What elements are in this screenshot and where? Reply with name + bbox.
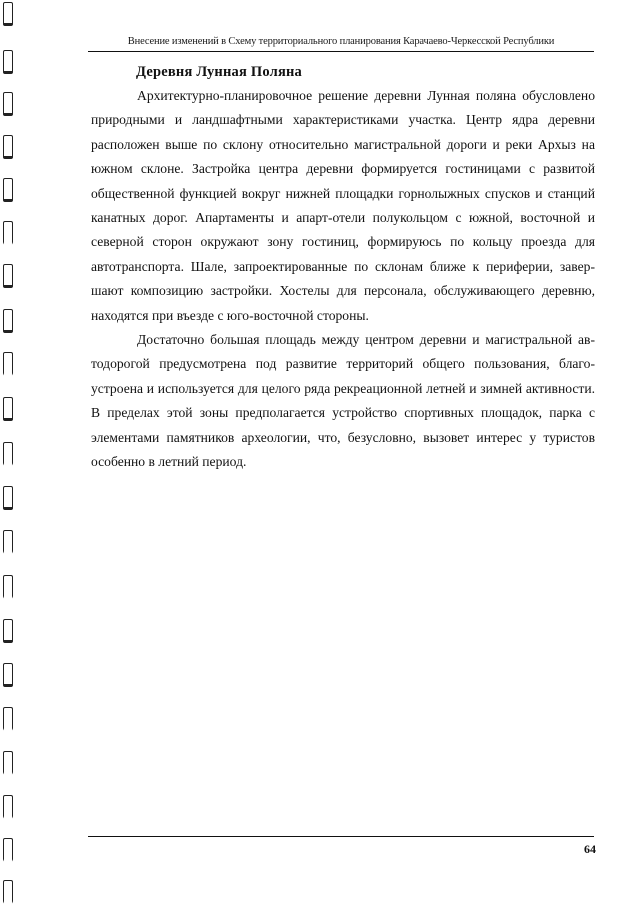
binding-hole-icon (3, 795, 13, 819)
binding-hole-icon (3, 575, 13, 599)
running-header: Внесение изменений в Схему территориального планирования Карачаево-Черкесской Республики (127, 36, 555, 47)
binding-hole-icon (3, 397, 13, 421)
binding-hole-icon (3, 707, 13, 731)
binding-hole-icon (3, 663, 13, 687)
binding-hole-icon (3, 50, 13, 74)
binding-hole-icon (3, 178, 13, 202)
paragraph: Достаточно большая площадь между центром деревни и магистральной автодорогой предусмотрена под развитие территорий общего пользования, благоустроена и используется для целого ряда рекреационной летней и зимней активности. В пределах этой зоны предполагается устройство спортивных площадок, парка с элементами памятников археологии, что, безусловно, вызовет интерес у туристов особенно в летний период. (91, 332, 595, 470)
binding-hole-icon (3, 880, 13, 904)
binding-hole-icon (3, 486, 13, 510)
binding-hole-icon (3, 838, 13, 862)
binding-holes (0, 0, 22, 905)
binding-hole-icon (3, 530, 13, 554)
binding-hole-icon (3, 92, 13, 116)
binding-hole-icon (3, 264, 13, 288)
binding-hole-icon (3, 352, 13, 376)
body-text (91, 84, 595, 475)
paragraph: Архитектурно-планировочное решение деревни Лунная поляна обусловлено природными и ландшафтными характеристиками участка. Центр ядра деревни расположен выше по склону относительно магистральной дороги и реки Архыз на южном склоне. Застройка центра деревни формируется гостиницами с развитой общественной функцией вокруг нижней площадки горнолыжных спусков и станций канатных дорог. Апартаменты и апарт-отели полукольцом с южной, восточной и северной сторон окружают зону гостиниц, формируюсь по кольцу проезда для автотранспорта. Шале, запроектированные по склонам ближе к периферии, завершают композицию застройки. Хостелы для персонала, обслуживающего деревню, находятся при въезде с юго-восточной стороны. (91, 88, 595, 323)
binding-hole-icon (3, 751, 13, 775)
binding-hole-icon (3, 442, 13, 466)
binding-hole-icon (3, 135, 13, 159)
header-divider (88, 51, 594, 52)
binding-hole-icon (3, 2, 13, 26)
binding-hole-icon (3, 309, 13, 333)
page-number: 64 (584, 842, 596, 856)
binding-hole-icon (3, 619, 13, 643)
footer-divider (88, 836, 594, 837)
section-title: Деревня Лунная Поляна (136, 64, 302, 80)
binding-hole-icon (3, 221, 13, 245)
